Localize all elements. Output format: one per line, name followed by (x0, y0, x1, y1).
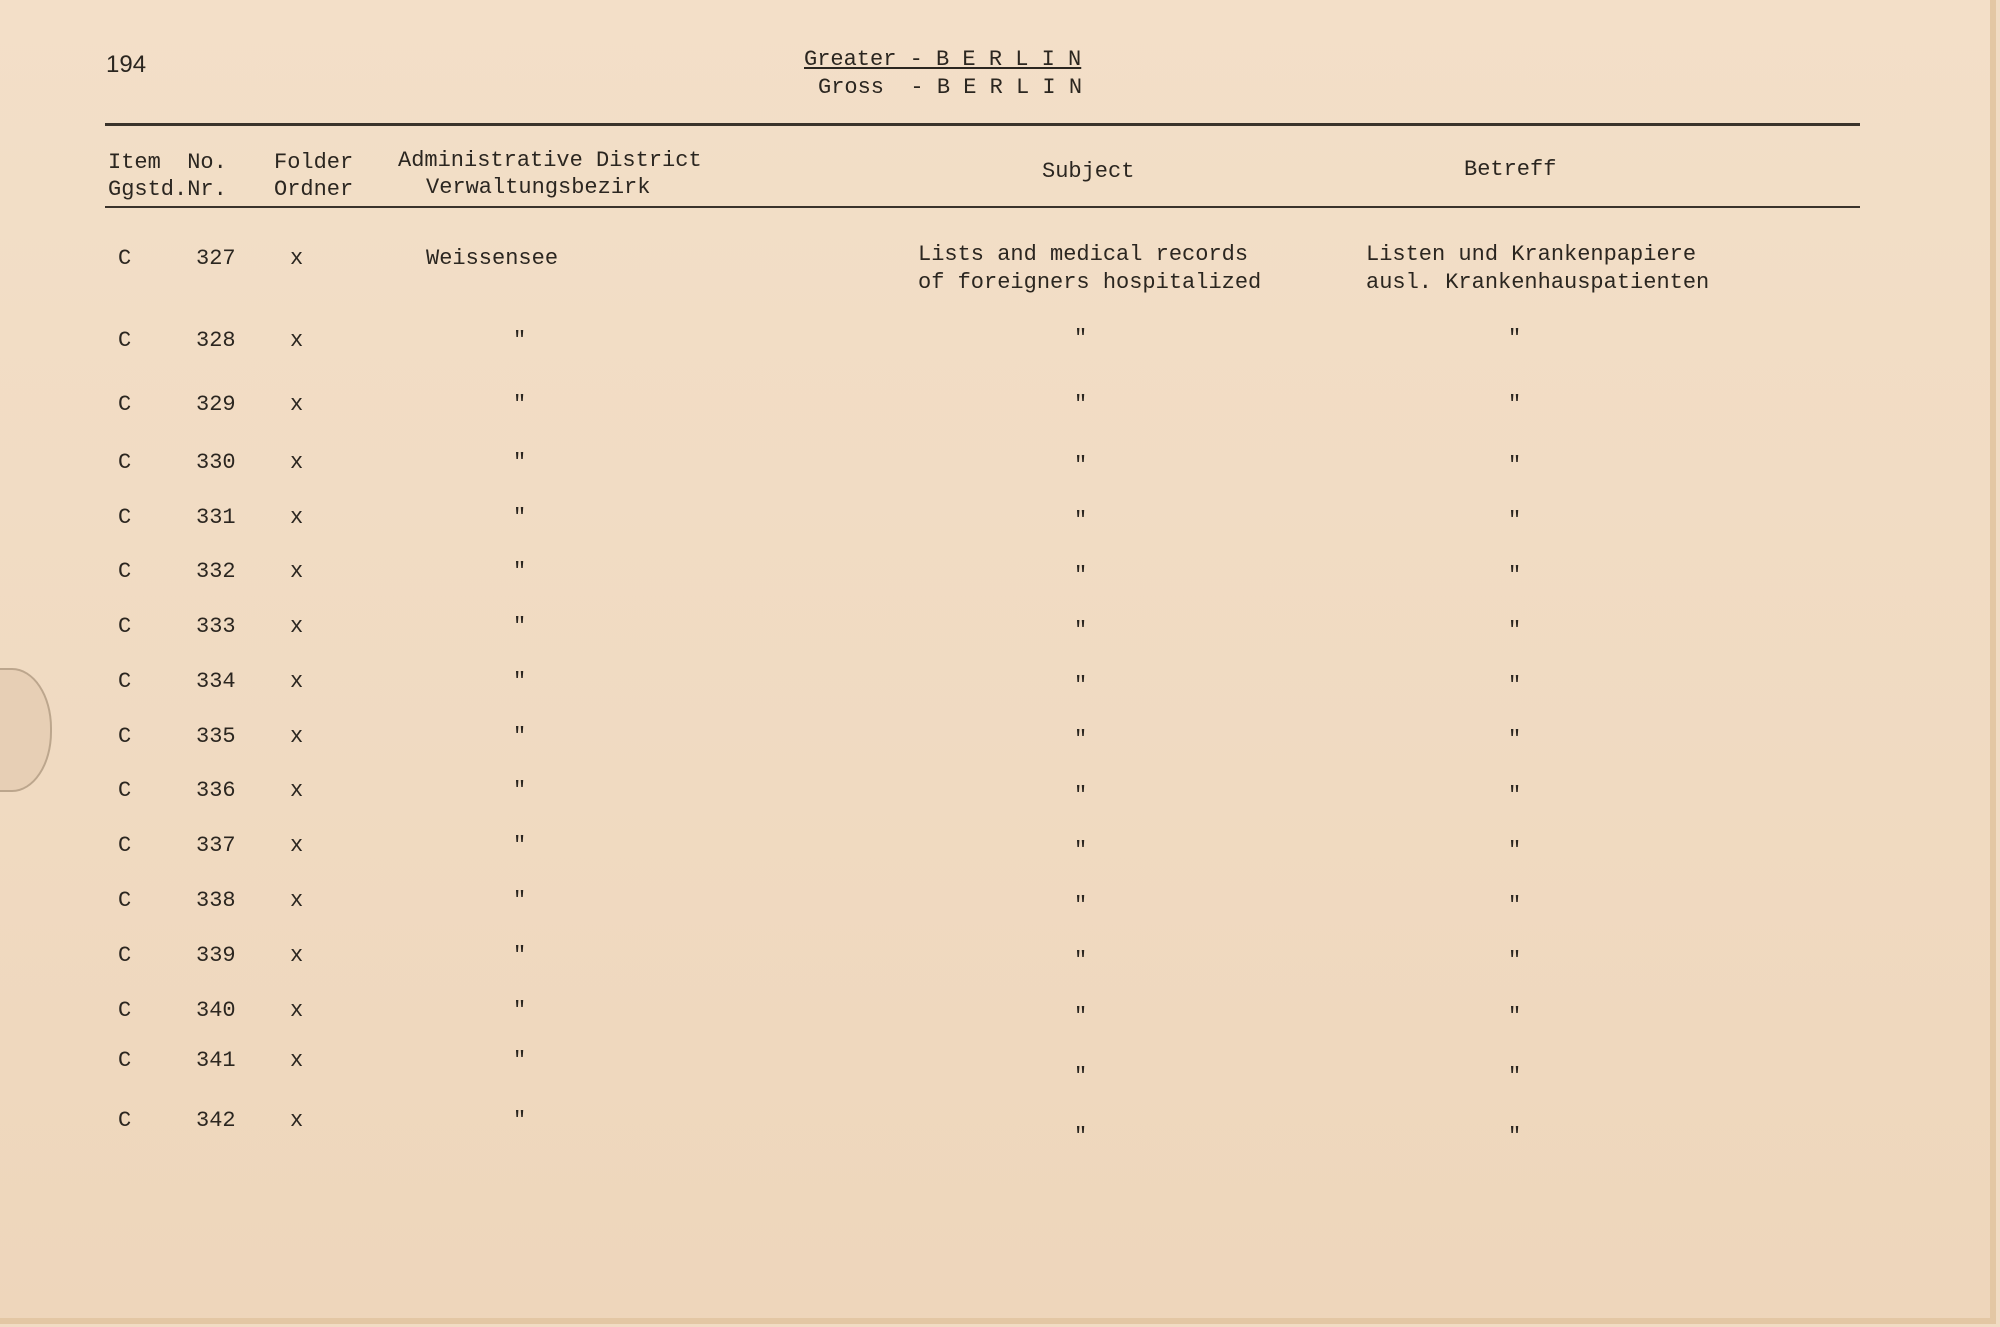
row-item: C (118, 450, 132, 475)
row-number: 341 (196, 1048, 236, 1073)
row-subject: " (1074, 948, 1088, 973)
row-subject: " (1074, 563, 1088, 588)
row-district: " (513, 1048, 527, 1073)
row-betreff: " (1508, 392, 1522, 417)
row-betreff: " (1508, 1124, 1522, 1149)
row-betreff: " (1508, 893, 1522, 918)
row-item: C (118, 559, 132, 584)
row-number: 338 (196, 888, 236, 913)
row-number: 334 (196, 669, 236, 694)
row-subject: " (1074, 783, 1088, 808)
row-district: " (513, 559, 527, 584)
row-betreff: " (1508, 783, 1522, 808)
row-folder: x (290, 724, 304, 749)
row-folder: x (290, 328, 304, 353)
row-subject-line2: of foreigners hospitalized (918, 270, 1262, 295)
row-betreff: " (1508, 1064, 1522, 1089)
row-item: C (118, 888, 132, 913)
row-folder: x (290, 669, 304, 694)
header-betreff: Betreff (1464, 157, 1557, 182)
row-number: 327 (196, 246, 236, 271)
row-betreff: " (1508, 948, 1522, 973)
row-betreff: " (1508, 1004, 1522, 1029)
row-subject: " (1074, 453, 1088, 478)
row-betreff: " (1508, 618, 1522, 643)
row-folder: x (290, 505, 304, 530)
row-betreff: " (1508, 563, 1522, 588)
row-betreff: " (1508, 673, 1522, 698)
row-folder: x (290, 888, 304, 913)
row-betreff: " (1508, 326, 1522, 351)
row-subject: " (1074, 673, 1088, 698)
header-bottom-rule (105, 206, 1860, 208)
row-item: C (118, 998, 132, 1023)
row-district: " (513, 998, 527, 1023)
header-top-rule (105, 123, 1860, 126)
row-subject: " (1074, 618, 1088, 643)
row-subject: " (1074, 893, 1088, 918)
row-subject: " (1074, 1124, 1088, 1149)
row-item: C (118, 778, 132, 803)
row-betreff: " (1508, 727, 1522, 752)
row-number: 332 (196, 559, 236, 584)
title-german: Gross - B E R L I N (818, 75, 1083, 100)
row-item: C (118, 392, 132, 417)
row-subject: " (1074, 1004, 1088, 1029)
row-item: C (118, 669, 132, 694)
row-folder: x (290, 1048, 304, 1073)
row-folder: x (290, 450, 304, 475)
row-number: 328 (196, 328, 236, 353)
row-folder: x (290, 559, 304, 584)
row-item: C (118, 328, 132, 353)
row-item: C (118, 943, 132, 968)
row-betreff-line2: ausl. Krankenhauspatienten (1366, 270, 1710, 295)
row-district: " (513, 505, 527, 530)
row-item: C (118, 833, 132, 858)
row-number: 333 (196, 614, 236, 639)
row-district: " (513, 328, 527, 353)
row-item: C (118, 1048, 132, 1073)
row-betreff: " (1508, 453, 1522, 478)
binder-tab (0, 668, 52, 792)
row-number: 329 (196, 392, 236, 417)
row-district: " (513, 778, 527, 803)
header-folder-de: Ordner (274, 177, 354, 202)
row-district: " (513, 614, 527, 639)
row-folder: x (290, 778, 304, 803)
row-item: C (118, 246, 132, 271)
row-folder: x (290, 998, 304, 1023)
page-number: 194 (106, 51, 147, 78)
row-folder: x (290, 1108, 304, 1133)
row-district: " (513, 724, 527, 749)
row-folder: x (290, 246, 304, 271)
row-number: 331 (196, 505, 236, 530)
row-folder: x (290, 392, 304, 417)
row-subject: Lists and medical records (918, 242, 1249, 267)
row-number: 342 (196, 1108, 236, 1133)
row-betreff: " (1508, 838, 1522, 863)
row-district: " (513, 669, 527, 694)
row-item: C (118, 724, 132, 749)
row-subject: " (1074, 326, 1088, 351)
row-district: " (513, 888, 527, 913)
row-subject: " (1074, 392, 1088, 417)
row-number: 330 (196, 450, 236, 475)
header-district-de: Verwaltungsbezirk (426, 175, 651, 200)
row-folder: x (290, 943, 304, 968)
row-subject: " (1074, 1064, 1088, 1089)
row-subject: " (1074, 508, 1088, 533)
row-district: " (513, 392, 527, 417)
row-item: C (118, 614, 132, 639)
row-item: C (118, 1108, 132, 1133)
row-district: Weissensee (426, 246, 559, 271)
row-number: 337 (196, 833, 236, 858)
row-number: 339 (196, 943, 236, 968)
row-item: C (118, 505, 132, 530)
row-district: " (513, 450, 527, 475)
row-number: 336 (196, 778, 236, 803)
row-number: 340 (196, 998, 236, 1023)
header-folder: Folder (274, 150, 354, 175)
row-betreff: Listen und Krankenpapiere (1366, 242, 1697, 267)
row-district: " (513, 833, 527, 858)
header-item-no: Item No. (108, 150, 227, 175)
row-folder: x (290, 833, 304, 858)
row-district: " (513, 1108, 527, 1133)
header-subject: Subject (1042, 159, 1135, 184)
row-number: 335 (196, 724, 236, 749)
title-english: Greater - B E R L I N (804, 47, 1082, 72)
row-district: " (513, 943, 527, 968)
row-folder: x (290, 614, 304, 639)
header-item-no-de: Ggstd.Nr. (108, 177, 227, 202)
row-subject: " (1074, 838, 1088, 863)
row-betreff: " (1508, 508, 1522, 533)
header-district: Administrative District (398, 148, 702, 173)
row-subject: " (1074, 727, 1088, 752)
